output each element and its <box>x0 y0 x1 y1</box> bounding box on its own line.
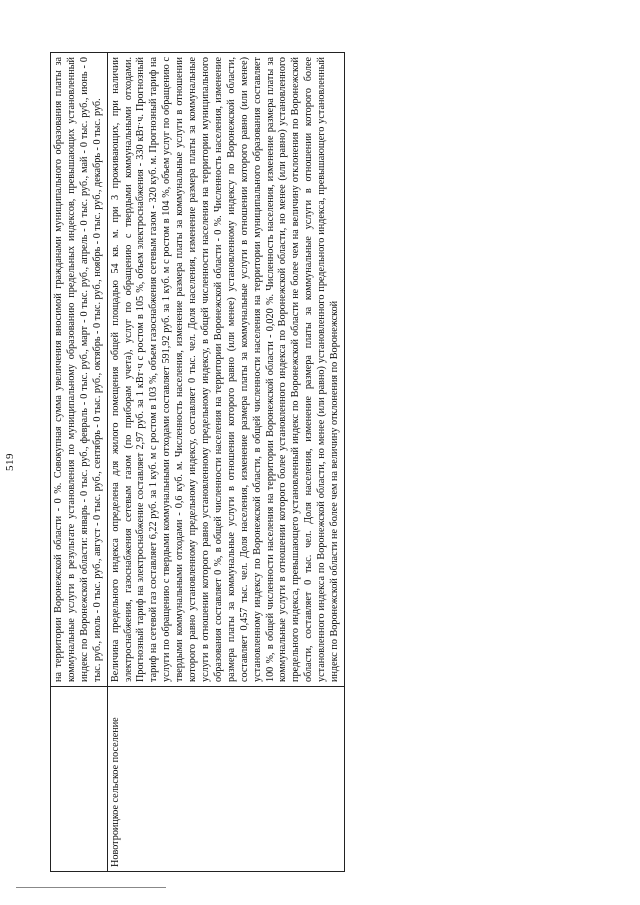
index-description-cell: Величина предельного индекса определена для жилого помещения общей площадью 54 кв. м. при 3 проживающих, при наличии электроснабжения, газоснабжения сетевым газом (по приборам учета), услуг по обращению с твердыми коммунальными отходами. Прогнозный тариф на электроснабжение составляет 2,97 руб. за 1 кВт·ч с ростом в 105 %, объем электроснабжения - 330 кВт·ч. Прогнозный тариф на сетевой газ составляет 6,22 руб. за 1 куб. м с ростом в 103 %, объем газоснабжения сетевым газом - 320 куб. м. Прогнозный тариф на услуги по обращению с твердыми коммунальными отходами составляет 591,92 руб. за 1 куб. м с ростом в 104 %, объем услуг по обращению с твердыми коммунальными отходами - 0,6 куб. м. Численность населения, изменение размера платы за коммунальные услуги в отношении которого равно установленному предельному индексу, составляет 0 тыс. чел. Доля населения, изменение размера платы за коммунальные услуги в отношении которого равно установленному предельному индексу, в общей численности населения на территории муниципального образования составляет 0 %, в общей численности населения на территории Воронежской области - 0 %. Численность населения, изменение размера платы за коммунальные услуги в отношении которого равно (или менее) установленному индексу по Воронежской области, составляет 0,457 тыс. чел. Доля населения, изменение размера платы за коммунальные услуги в отношении которого равно (или менее) установленному индексу по Воронежской области, в общей численности населения на территории муниципального образования составляет 100 %, в общей численности населения на территории Воронежской области - 0,020 %. Численность населения, изменение размера платы за коммунальные услуги в отношении которого более установленного индекса по Воронежской области, но менее (или равно) установленного предельного индекса, превышающего установленный индекс по Воронежской области не более чем на величину отклонения по Воронежской области, составляет 0 тыс. чел. Доля населения, изменение размера платы за коммунальные услуги в отношении которого более установленного индекса по Воронежской области, но менее (или равно) установленного предельного индекса, превышающего установленный индекс по Воронежской области не более чем на величину отклонения по Воронежской <box>107 53 344 687</box>
municipality-name-cell: Новотроицкое сельское поселение <box>107 687 344 872</box>
table-row <box>51 53 108 872</box>
footer-divider <box>16 887 166 888</box>
rotated-page-content <box>4 52 590 872</box>
municipality-name-cell <box>51 687 108 872</box>
index-description-cell: на территории Воронежской области - 0 %. Совокупная сумма увеличения вносимой гражданами муниципального образования платы за коммунальные услуги в результате установления по муниципальному образованию предельных индексов, превышающих установленный индекс по Воронежской области: январь - 0 тыс. руб., февраль - 0 тыс. руб., март - 0 тыс. руб., апрель - 0 тыс. руб., май - 0 тыс. руб., июнь - 0 тыс. руб., июль - 0 тыс. руб., август - 0 тыс. руб., сентябрь - 0 тыс. руб., октябрь - 0 тыс. руб., ноябрь - 0 тыс. руб., декабрь - 0 тыс. руб. <box>51 53 108 687</box>
tariff-index-table <box>50 52 345 872</box>
table-row <box>107 53 344 872</box>
page-number: 519 <box>4 453 16 471</box>
